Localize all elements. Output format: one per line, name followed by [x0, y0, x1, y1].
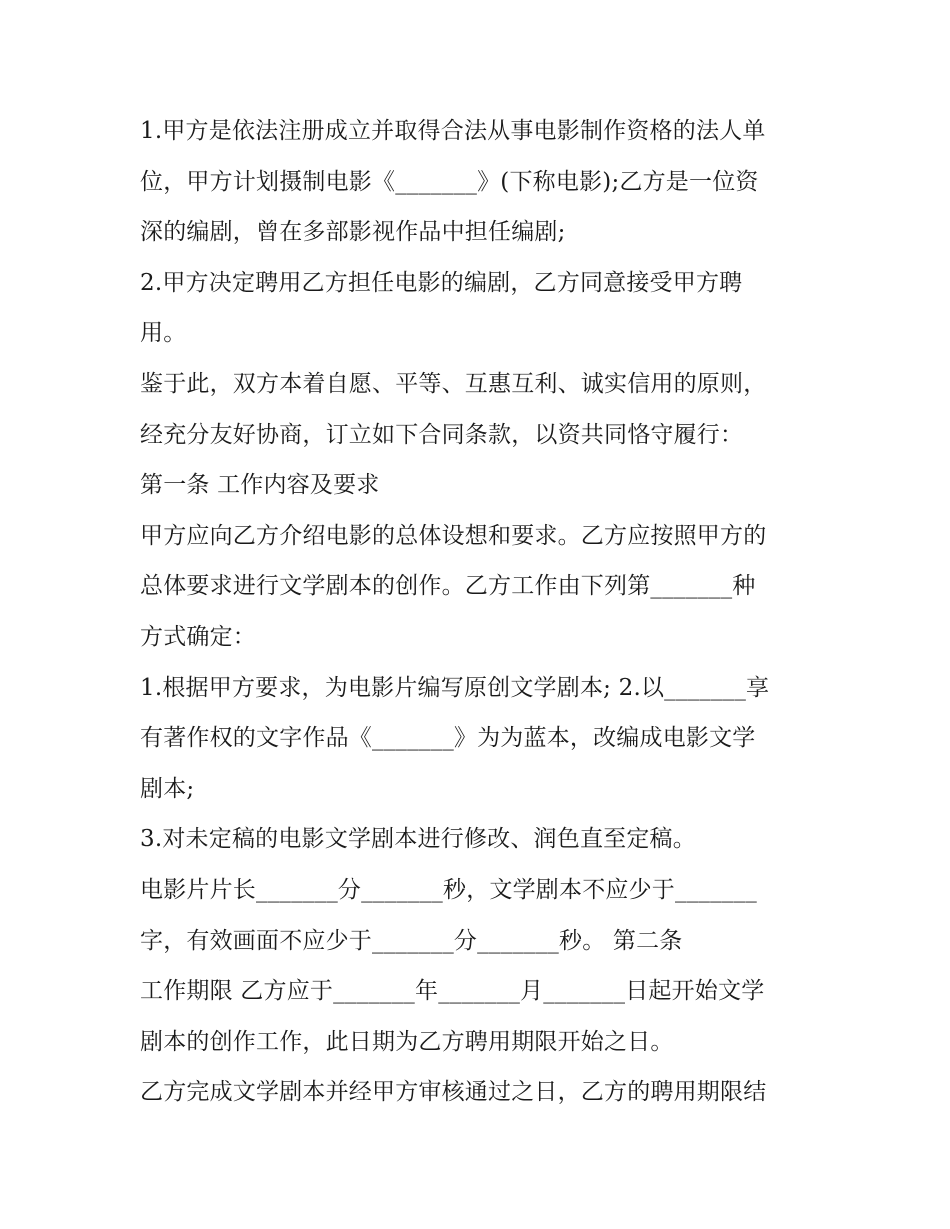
text-line: 电影片片长_______分_______秒，文学剧本不应少于_______: [140, 876, 757, 903]
text-line: 剧本;: [140, 775, 195, 802]
document-body: [140, 106, 820, 1118]
text-line: 剧本的创作工作，此日期为乙方聘用期限开始之日。: [140, 1028, 674, 1055]
text-line: 工作期限 乙方应于_______年_______月_______日起开始文学: [140, 978, 765, 1005]
text-line: 1.甲方是依法注册成立并取得合法从事电影制作资格的法人单: [140, 118, 766, 144]
text-line: 1.根据甲方要求，为电影片编写原创文学剧本; 2.以_______享: [140, 674, 770, 701]
text-line: 深的编剧，曾在多部影视作品中担任编剧;: [140, 219, 566, 246]
text-line: 3.对未定稿的电影文学剧本进行修改、润色直至定稿。: [140, 826, 696, 853]
text-line: 有著作权的文字作品《_______》为为蓝本，改编成电影文学: [140, 725, 756, 752]
text-line: 经充分友好协商，订立如下合同条款，以资共同恪守履行：: [140, 421, 744, 448]
text-line: 乙方完成文学剧本并经甲方审核通过之日，乙方的聘用期限结: [140, 1079, 767, 1106]
text-line: 鉴于此，双方本着自愿、平等、互惠互利、诚实信用的原则，: [140, 370, 767, 397]
text-line: 用。: [140, 320, 187, 347]
text-line: 位，甲方计划摄制电影《_______》(下称电影);乙方是一位资: [140, 168, 759, 195]
section-heading: 第一条 工作内容及要求: [140, 472, 380, 499]
text-line: 字，有效画面不应少于_______分_______秒。 第二条: [140, 927, 683, 954]
text-line: 甲方应向乙方介绍电影的总体设想和要求。乙方应按照甲方的: [140, 522, 767, 549]
text-line: 方式确定：: [140, 623, 256, 650]
text-line: 2.甲方决定聘用乙方担任电影的编剧，乙方同意接受甲方聘: [140, 269, 743, 296]
text-line: 总体要求进行文学剧本的创作。乙方工作由下列第_______种: [140, 573, 756, 600]
